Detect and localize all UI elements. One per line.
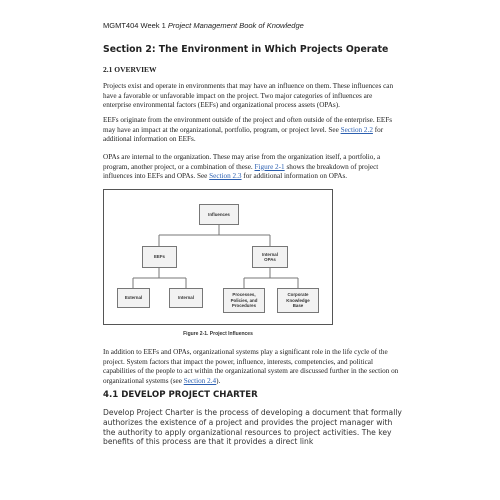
influences-figure	[103, 189, 333, 325]
node-corporate-knowledge: Corporate Knowledge Base	[277, 288, 319, 313]
systems-paragraph	[103, 348, 399, 386]
charter-title: 4.1 DEVELOP PROJECT CHARTER	[103, 390, 258, 400]
opas-mid: shows the breakdown of project influences into EEFs and OPAs. See	[103, 162, 379, 181]
figure-caption: Figure 2-1. Project Influences	[183, 331, 253, 337]
page-header	[103, 21, 304, 30]
charter-paragraph: Develop Project Charter is the process of developing a document that formally authorizes the existence of a project and provides the project manager with the authority to apply organizational resources to project activities. The key benefits of this process are that it provides a direct link	[103, 408, 402, 447]
node-external: External	[117, 288, 150, 308]
node-processes-policies: Processes, Policies, and Procedures	[223, 288, 265, 313]
eefs-tail: for additional information on EEFs.	[103, 125, 384, 144]
opas-tail: for additional information on OPAs.	[241, 172, 348, 181]
section-title: Section 2: The Environment in Which Projects Operate	[103, 44, 389, 55]
overview-heading: 2.1 OVERVIEW	[103, 65, 157, 74]
course-label: MGMT404 Week 1	[103, 21, 166, 30]
section-2-4-link[interactable]: Section 2.4	[183, 376, 217, 385]
book-title: Project Management Book of Knowledge	[167, 21, 304, 30]
eefs-paragraph	[103, 116, 399, 145]
node-internal: Internal	[169, 288, 203, 308]
node-internal-opas: Internal OPAs	[252, 246, 288, 268]
figure-2-1-link[interactable]: Figure 2-1	[254, 162, 285, 171]
opas-text: OPAs are internal to the organization. These may arise from the organization itself, a portfolio, a program, another project, or a combination of these.	[103, 153, 381, 171]
eefs-text: EEFs originate from the environment outside of the project and often outside of the enterprise. EEFs may have an impact at the organizational, portfolio, program, or project level. See	[103, 116, 393, 134]
opas-paragraph	[103, 153, 399, 182]
section-2-2-link[interactable]: Section 2.2	[340, 125, 373, 134]
section-2-3-link[interactable]: Section 2.3	[209, 172, 242, 181]
overview-paragraph: Projects exist and operate in environments that may have an influence on them. These influences can have a favorable or unfavorable impact on the project. Two major categories of influences are enterprise environmental factors (EEFs) and organizational process assets (OPAs).	[103, 82, 394, 110]
node-influences: Influences	[199, 204, 239, 225]
node-eefs: EEFs	[142, 246, 177, 268]
systems-tail: ).	[216, 376, 221, 385]
systems-text: In addition to EEFs and OPAs, organizational systems play a significant role in the life cycle of the project. System factors that impact the power, influence, interests, competencies, and political capabilities of the people to act within the organizational system are discussed further in the section on organizational systems (see	[103, 348, 399, 385]
